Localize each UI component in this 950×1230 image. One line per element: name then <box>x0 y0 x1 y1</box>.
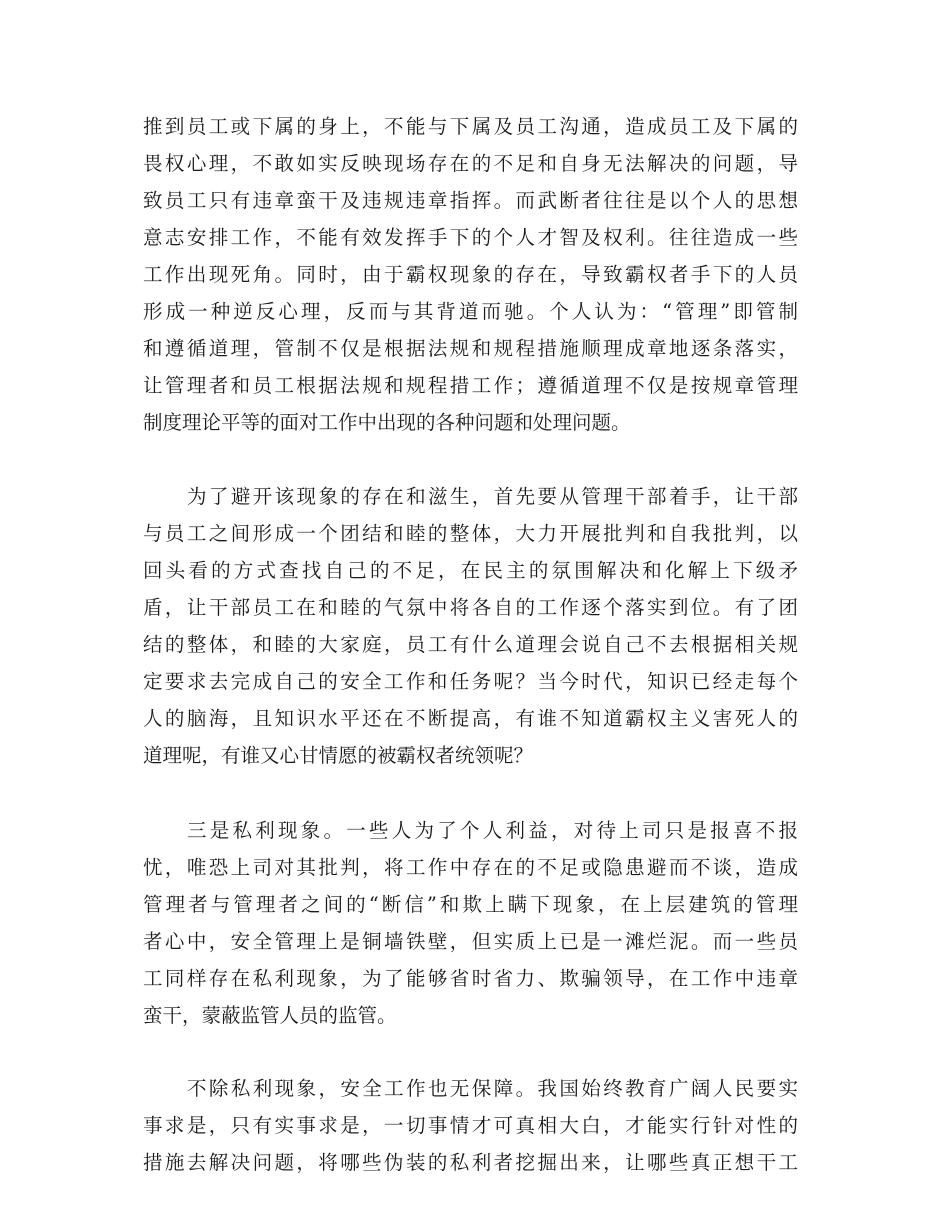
text-line: 和遵循道理，管制不仅是根据法规和规程措施顺理成章地逐条落实， <box>143 337 798 360</box>
text-line: 制度理论平等的面对工作中出现的各种问题和处理问题。 <box>143 411 631 434</box>
text-line: 定要求去完成自己的安全工作和任务呢？当今时代，知识已经走每个 <box>143 670 798 693</box>
paragraph-2 <box>143 478 798 774</box>
paragraph-3 <box>143 812 798 1034</box>
text-line: 为了避开该现象的存在和滋生，首先要从管理干部着手，让干部 <box>187 485 798 508</box>
text-line: 者心中，安全管理上是铜墙铁壁，但实质上已是一滩烂泥。而一些员 <box>143 930 798 953</box>
text-line: 与员工之间形成一个团结和睦的整体，大力开展批判和自我批判，以 <box>143 522 798 545</box>
text-line: 道理呢，有谁又心甘情愿的被霸权者统领呢？ <box>143 744 534 767</box>
text-line: 盾，让干部员工在和睦的气氛中将各自的工作逐个落实到位。有了团 <box>143 596 798 619</box>
text-line: 不除私利现象，安全工作也无保障。我国始终教育广阔人民要实 <box>187 1077 798 1100</box>
text-line: 意志安排工作，不能有效发挥手下的个人才智及权利。往往造成一些 <box>143 226 798 249</box>
text-line: 管理者与管理者之间的“断信”和欺上瞒下现象，在上层建筑的管理 <box>143 893 798 916</box>
text-line: 推到员工或下属的身上，不能与下属及员工沟通，造成员工及下属的 <box>143 115 798 138</box>
text-line: 措施去解决问题，将哪些伪装的私利者挖掘出来，让哪些真正想干工 <box>143 1151 798 1174</box>
text-line: 结的整体，和睦的大家庭，员工有什么道理会说自己不去根据相关规 <box>143 633 798 656</box>
text-line: 畏权心理，不敢如实反映现场存在的不足和自身无法解决的问题，导 <box>143 152 798 175</box>
text-line: 蛮干，蒙蔽监管人员的监管。 <box>143 1004 397 1027</box>
text-line: 让管理者和员工根据法规和规程措工作；遵循道理不仅是按规章管理 <box>143 374 798 397</box>
text-line: 致员工只有违章蛮干及违规违章指挥。而武断者往往是以个人的思想 <box>143 189 798 212</box>
text-line: 形成一种逆反心理，反而与其背道而驰。个人认为：“管理”即管制 <box>143 300 798 323</box>
text-line: 事求是，只有实事求是，一切事情才可真相大白，才能实行针对性的 <box>143 1114 798 1137</box>
text-line: 回头看的方式查找自己的不足，在民主的氛围解决和化解上下级矛 <box>143 559 798 582</box>
text-line: 三是私利现象。一些人为了个人利益，对待上司只是报喜不报 <box>187 819 798 842</box>
text-line: 人的脑海，且知识水平还在不断提高，有谁不知道霸权主义害死人的 <box>143 707 798 730</box>
text-line: 忧，唯恐上司对其批判，将工作中存在的不足或隐患避而不谈，造成 <box>143 856 798 879</box>
paragraph-4 <box>143 1070 798 1181</box>
paragraph-1 <box>143 108 798 441</box>
text-line: 工作出现死角。同时，由于霸权现象的存在，导致霸权者手下的人员 <box>143 263 798 286</box>
text-line: 工同样存在私利现象，为了能够省时省力、欺骗领导，在工作中违章 <box>143 967 798 990</box>
